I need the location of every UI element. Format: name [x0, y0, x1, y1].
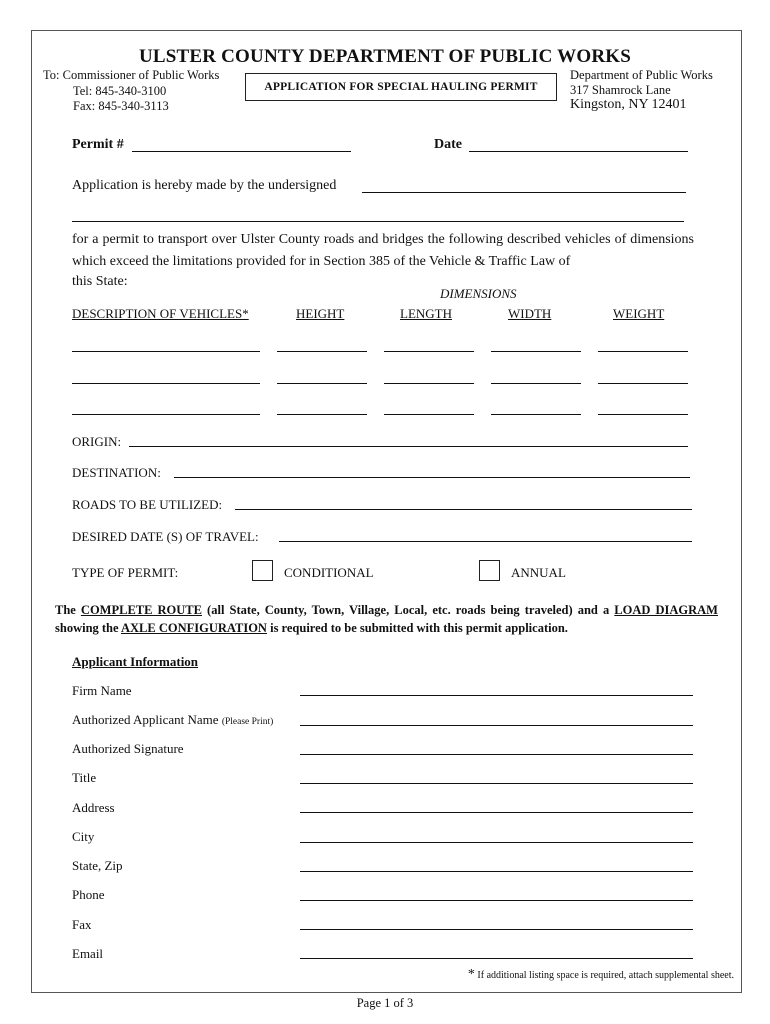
phone-field[interactable] — [300, 900, 693, 901]
notice-text-1: The — [55, 603, 81, 617]
vehicle-1-weight[interactable] — [598, 351, 688, 352]
firm-name-field[interactable] — [300, 695, 693, 696]
paragraph-end: this State: — [72, 274, 128, 289]
applicant-heading: Applicant Information — [72, 654, 199, 669]
origin-field[interactable] — [129, 446, 688, 447]
page-number: Page 1 of 3 — [356, 996, 414, 1010]
city-field[interactable] — [300, 842, 693, 843]
fax-field[interactable] — [300, 929, 693, 930]
to-phone: Tel: 845-340-3100 — [73, 84, 167, 98]
permit-number-field[interactable] — [132, 151, 351, 152]
phone-label: Phone — [72, 887, 105, 902]
vehicle-3-weight[interactable] — [598, 414, 688, 415]
auth-name-label — [72, 712, 273, 728]
annual-label: ANNUAL — [511, 565, 566, 580]
vehicle-1-description[interactable] — [72, 351, 260, 352]
application-text: Application is hereby made by the undersigned — [72, 178, 337, 193]
roads-label: ROADS TO BE UTILIZED: — [72, 497, 223, 512]
origin-label: ORIGIN: — [72, 434, 122, 449]
title-field[interactable] — [300, 783, 693, 784]
vehicle-3-height[interactable] — [277, 414, 367, 415]
conditional-label: CONDITIONAL — [284, 565, 374, 580]
auth-name-text: Authorized Applicant Name — [72, 712, 219, 727]
col-height: HEIGHT — [296, 306, 345, 321]
dept-name: Department of Public Works — [570, 68, 713, 82]
applicant-name-field[interactable] — [362, 192, 686, 193]
route-notice — [55, 601, 718, 637]
permit-paragraph — [72, 229, 694, 273]
col-length: LENGTH — [400, 306, 452, 321]
footnote-text: If additional listing space is required, attach supplemental sheet. — [477, 970, 734, 981]
state-zip-field[interactable] — [300, 871, 693, 872]
vehicle-2-width[interactable] — [491, 383, 581, 384]
dimensions-label: DIMENSIONS — [440, 286, 517, 301]
vehicle-1-length[interactable] — [384, 351, 474, 352]
travel-dates-label: DESIRED DATE (S) OF TRAVEL: — [72, 529, 259, 544]
vehicle-2-length[interactable] — [384, 383, 474, 384]
signature-label: Authorized Signature — [72, 741, 184, 756]
footnote — [468, 967, 734, 983]
destination-field[interactable] — [174, 477, 690, 478]
state-zip-label: State, Zip — [72, 858, 123, 873]
roads-field[interactable] — [235, 509, 692, 510]
signature-field[interactable] — [300, 754, 693, 755]
address-label: Address — [72, 800, 115, 815]
permit-type-label: TYPE OF PERMIT: — [72, 565, 179, 580]
vehicle-2-weight[interactable] — [598, 383, 688, 384]
vehicle-1-width[interactable] — [491, 351, 581, 352]
vehicle-2-description[interactable] — [72, 383, 260, 384]
fax-label: Fax — [72, 917, 92, 932]
travel-dates-field[interactable] — [279, 541, 692, 542]
date-label: Date — [434, 137, 462, 152]
vehicle-3-width[interactable] — [491, 414, 581, 415]
notice-text-4: is required to be submitted with this permit application. — [266, 621, 568, 635]
notice-load-diagram: LOAD DIAGRAM — [614, 603, 718, 617]
city-label: City — [72, 829, 95, 844]
paragraph-body: for a permit to transport over Ulster County roads and bridges the following described vehicles of dimensions which exceed the limitations provided for in Section 385 of the Vehicle & Traffic Law of — [72, 232, 694, 269]
address-field[interactable] — [300, 812, 693, 813]
date-field[interactable] — [469, 151, 688, 152]
vehicle-2-height[interactable] — [277, 383, 367, 384]
vehicle-1-height[interactable] — [277, 351, 367, 352]
dept-street: 317 Shamrock Lane — [570, 83, 671, 97]
notice-axle-configuration: AXLE CONFIGURATION — [121, 621, 267, 635]
col-description: DESCRIPTION OF VEHICLES* — [72, 306, 249, 321]
annual-checkbox[interactable] — [479, 560, 500, 581]
please-print-note: (Please Print) — [221, 717, 274, 727]
applicant-name-field-2[interactable] — [72, 221, 684, 222]
footnote-asterisk: * — [467, 967, 475, 982]
firm-name-label: Firm Name — [72, 683, 132, 698]
dept-city: Kingston, NY 12401 — [570, 97, 687, 112]
destination-label: DESTINATION: — [72, 465, 161, 480]
email-field[interactable] — [300, 958, 693, 959]
to-fax: Fax: 845-340-3113 — [73, 99, 169, 113]
page-title: ULSTER COUNTY DEPARTMENT OF PUBLIC WORKS — [138, 46, 632, 67]
permit-number-label: Permit # — [72, 137, 124, 152]
notice-text-3: showing the — [55, 621, 121, 635]
title-label: Title — [72, 770, 97, 785]
col-width: WIDTH — [508, 306, 552, 321]
to-recipient: To: Commissioner of Public Works — [43, 68, 220, 82]
col-weight: WEIGHT — [613, 306, 665, 321]
notice-text-2: (all State, County, Town, Village, Local, etc. roads being traveled) and a — [201, 603, 615, 617]
notice-complete-route: COMPLETE ROUTE — [80, 603, 202, 617]
email-label: Email — [72, 946, 104, 961]
vehicle-3-description[interactable] — [72, 414, 260, 415]
auth-name-field[interactable] — [300, 725, 693, 726]
conditional-checkbox[interactable] — [252, 560, 273, 581]
vehicle-3-length[interactable] — [384, 414, 474, 415]
form-title-box: APPLICATION FOR SPECIAL HAULING PERMIT — [245, 73, 557, 101]
